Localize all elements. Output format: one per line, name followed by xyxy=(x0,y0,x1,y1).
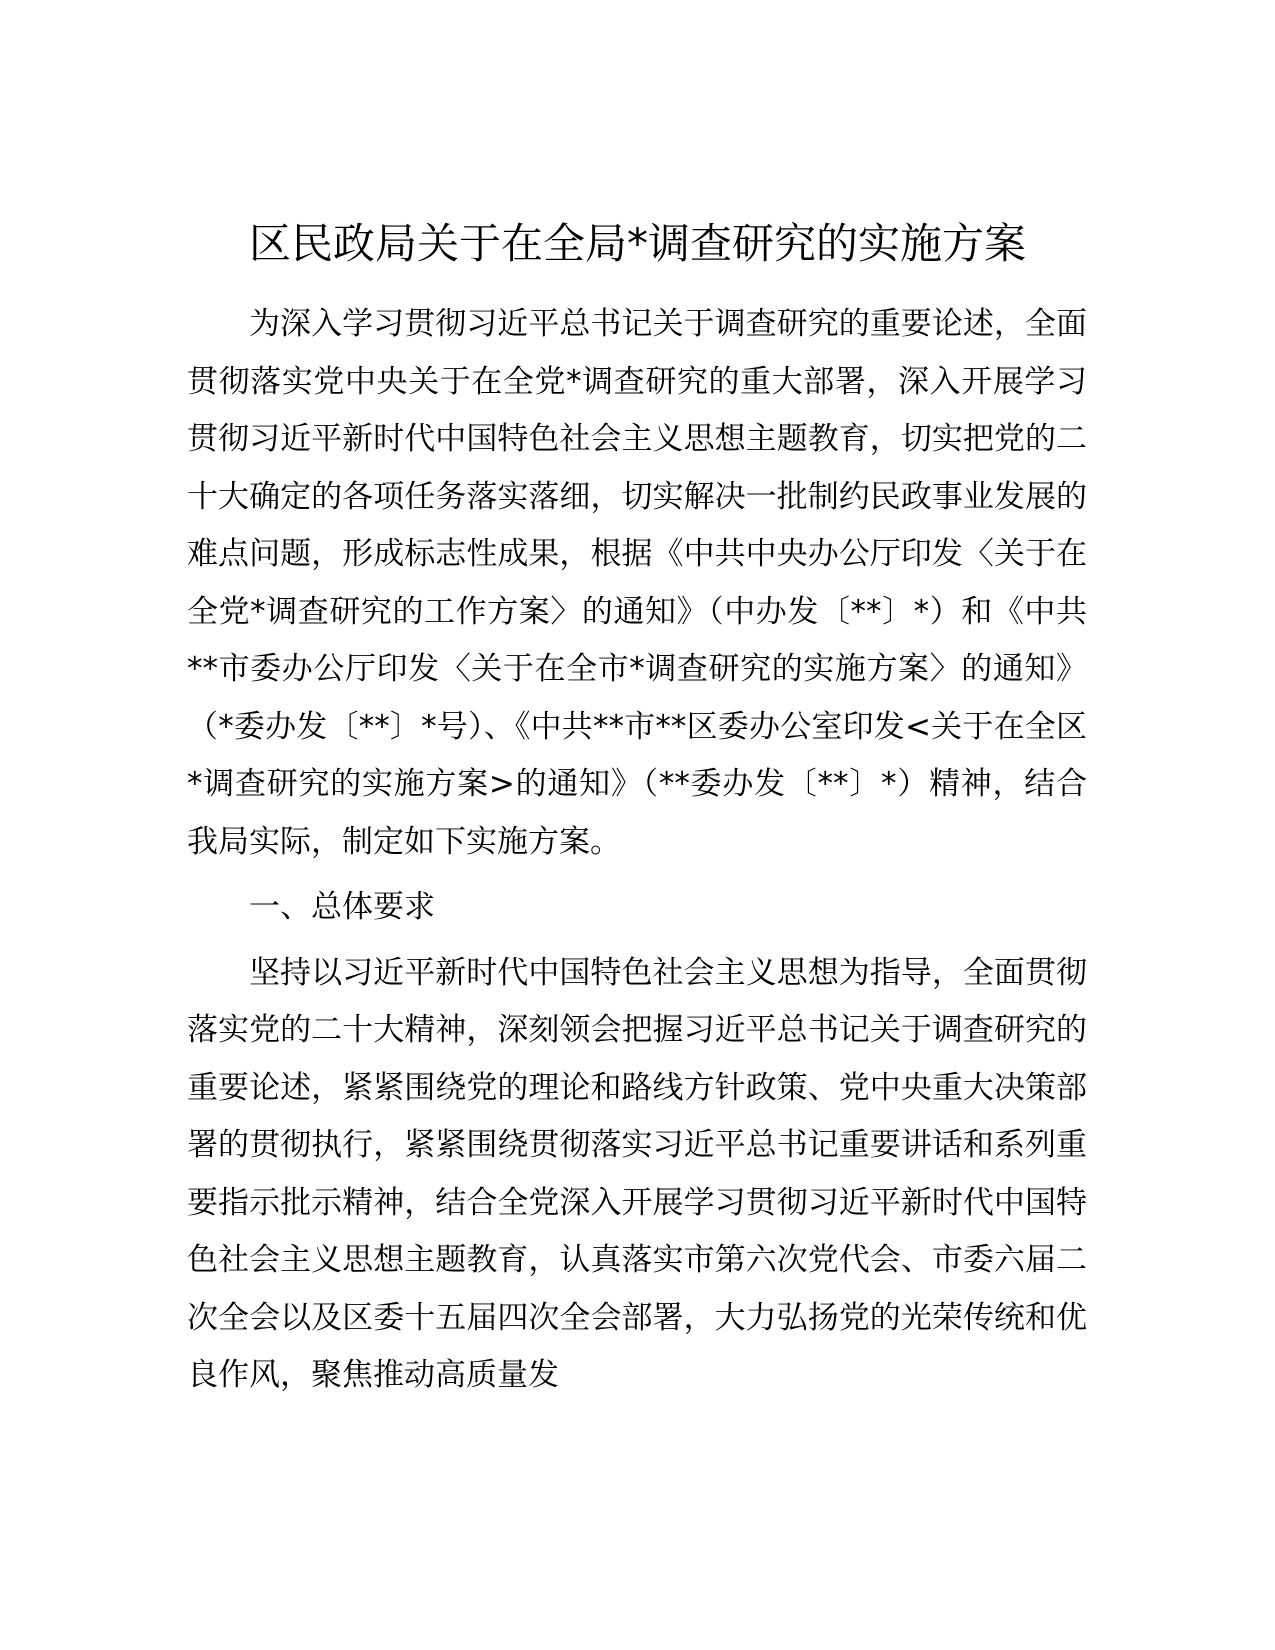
body-paragraph: 坚持以习近平新时代中国特色社会主义思想为指导，全面贯彻落实党的二十大精神，深刻领会把握习近平总书记关于调查研究的重要论述，紧紧围绕党的理论和路线方针政策、党中央重大决策部署的贯彻执行，紧紧围绕贯彻落实习近平总书记重要讲话和系列重要指示批示精神，结合全党深入开展学习贯彻习近平新时代中国特色社会主义思想主题教育，认真落实市第六次党代会、市委六届二次全会以及区委十五届四次全会部署，大力弘扬党的光荣传统和优良作风，聚焦推动高质量发 xyxy=(187,954,1087,1393)
document-body xyxy=(187,296,1087,1405)
section-heading: 一、总体要求 xyxy=(249,889,435,925)
intro-paragraph: 为深入学习贯彻习近平总书记关于调查研究的重要论述，全面贯彻落实党中央关于在全党*调查研究的重大部署，深入开展学习贯彻习近平新时代中国特色社会主义思想主题教育，切实把党的二十大确定的各项任务落实落细，切实解决一批制约民政事业发展的难点问题，形成标志性成果，根据《中共中央办公厅印发〈关于在全党*调查研究的工作方案〉的通知》（中办发〔**〕*）和《中共**市委办公厅印发〈关于在全市*调查研究的实施方案〉的通知》（*委办发〔**〕*号）、《中共**市**区委办公室印发<关于在全区*调查研究的实施方案>的通知》（**委办发〔**〕*）精神，结合我局实际，制定如下实施方案。 xyxy=(187,306,1087,860)
document-title: 区民政局关于在全局*调查研究的实施方案 xyxy=(248,219,1026,268)
